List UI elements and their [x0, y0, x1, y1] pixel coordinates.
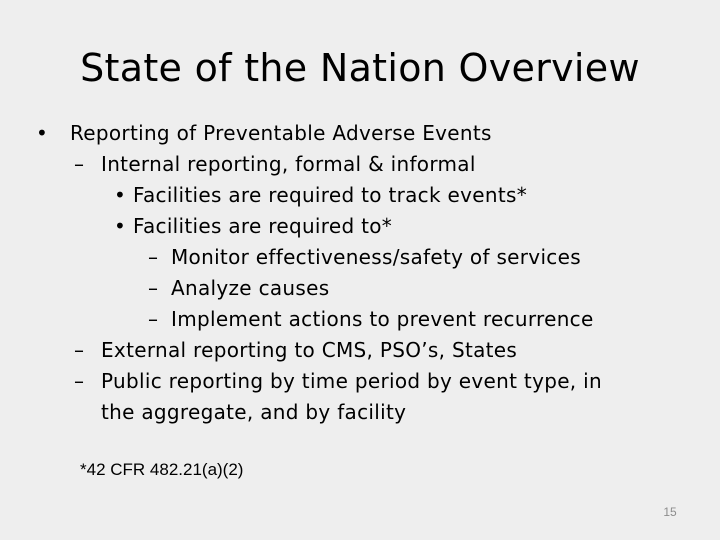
dash-marker: –	[74, 338, 85, 362]
dash-marker: –	[148, 245, 159, 269]
bullet-text: External reporting to CMS, PSO’s, States	[101, 338, 518, 362]
bullet-marker: •	[36, 121, 49, 145]
bullet-text: Facilities are required to track events*	[133, 183, 528, 207]
bullet-text: Monitor effectiveness/safety of services	[171, 245, 581, 269]
bullet-text: the aggregate, and by facility	[101, 400, 407, 424]
bullet-text: Reporting of Preventable Adverse Events	[70, 121, 492, 145]
dash-marker: –	[148, 276, 159, 300]
dash-marker: –	[74, 152, 85, 176]
page-number: 15	[663, 505, 677, 519]
bullet-text: Analyze causes	[171, 276, 330, 300]
bullet-text: Public reporting by time period by event type, in	[101, 369, 602, 393]
footnote: *42 CFR 482.21(a)(2)	[80, 460, 244, 479]
bullet-marker: •	[114, 183, 127, 207]
bullet-text: Internal reporting, formal & informal	[101, 152, 476, 176]
bullet-text: Facilities are required to*	[133, 214, 393, 238]
bullet-text: Implement actions to prevent recurrence	[171, 307, 594, 331]
dash-marker: –	[148, 307, 159, 331]
bullet-marker: •	[114, 214, 127, 238]
slide-title: State of the Nation Overview	[80, 46, 640, 90]
dash-marker: –	[74, 369, 85, 393]
